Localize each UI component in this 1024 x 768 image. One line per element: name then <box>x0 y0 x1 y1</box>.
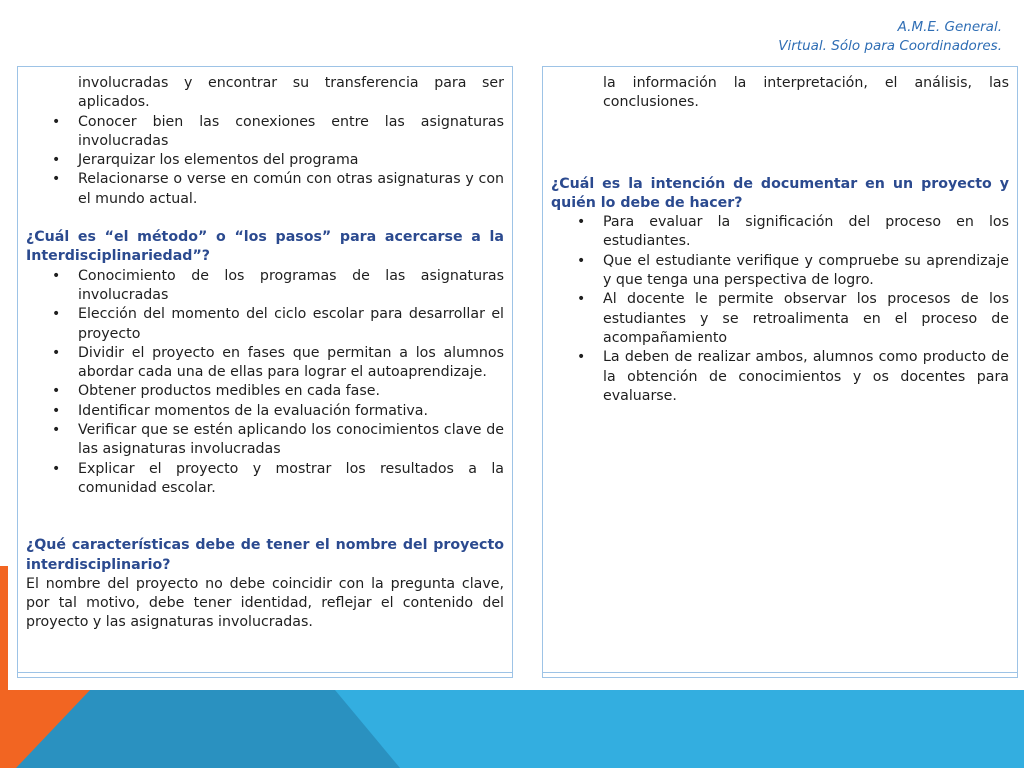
list-item: • Obtener productos medibles en cada fase. <box>26 382 504 401</box>
list-item: • Conocer bien las conexiones entre las asignaturas involucradas <box>52 113 504 149</box>
list-item: • Elección del momento del ciclo escolar para desarrollar el proyecto <box>52 306 504 342</box>
divider <box>543 672 1017 673</box>
bullet-icon: • <box>52 422 61 439</box>
left-question-method: ¿Cuál es “el método” o “los pasos” para acercarse a la Interdisciplinariedad”? <box>26 229 504 265</box>
accent-bar-orange <box>0 566 8 696</box>
list-item: • Verificar que se estén aplicando los conocimientos clave de las asignaturas involucradas <box>52 422 504 458</box>
list-item: • Identificar momentos de la evaluación formativa. <box>26 402 504 421</box>
bullet-icon: • <box>52 402 61 419</box>
bullet-icon: • <box>577 291 586 308</box>
left-intro-list <box>26 113 504 209</box>
right-panel <box>542 66 1018 678</box>
bullet-icon: • <box>52 113 61 130</box>
header-line-1: A.M.E. General. <box>897 19 1002 35</box>
bullet-icon: • <box>52 344 61 361</box>
left-intro-continuation: involucradas y encontrar su transferencia para ser aplicados. <box>78 75 504 111</box>
left-method-list <box>26 267 504 499</box>
list-item: • Conocimiento de los programas de las asignaturas involucradas <box>52 267 504 303</box>
bullet-icon: • <box>577 214 586 231</box>
list-item: • Dividir el proyecto en fases que permitan a los alumnos abordar cada una de ellas para lograr el autoaprendizaje. <box>52 344 504 381</box>
divider <box>18 672 512 673</box>
list-item: • Jerarquizar los elementos del programa <box>26 151 504 170</box>
right-question-documentation: ¿Cuál es la intención de documentar en un proyecto y quién lo debe de hacer? <box>551 175 1009 211</box>
list-item: • Para evaluar la significación del proceso en los estudiantes. <box>577 214 1009 250</box>
bullet-icon: • <box>52 383 61 400</box>
right-intro-continuation: la información la interpretación, el análisis, las conclusiones. <box>603 75 1009 111</box>
left-name-answer: El nombre del proyecto no debe coincidir con la pregunta clave, por tal motivo, debe tener identidad, reflejar el contenido del proyecto y las asignaturas involucradas. <box>26 575 504 631</box>
list-item: • Explicar el proyecto y mostrar los resultados a la comunidad escolar. <box>52 460 504 496</box>
list-item: • Al docente le permite observar los procesos de los estudiantes y se retroalimenta en el proceso de acompañamiento <box>577 291 1009 346</box>
list-item: • La deben de realizar ambos, alumnos como producto de la obtención de conocimientos y os docentes para evaluarse. <box>577 349 1009 404</box>
bullet-icon: • <box>52 460 61 477</box>
left-panel <box>17 66 513 678</box>
bullet-icon: • <box>52 152 61 169</box>
left-question-name: ¿Qué características debe de tener el nombre del proyecto interdisciplinario? <box>26 537 504 573</box>
bullet-icon: • <box>577 252 586 269</box>
header <box>778 18 1002 56</box>
bullet-icon: • <box>577 349 586 366</box>
right-documentation-list <box>551 213 1009 406</box>
bullet-icon: • <box>52 171 61 188</box>
list-item: • Que el estudiante verifique y compruebe su aprendizaje y que tenga una perspectiva de logro. <box>577 252 1009 289</box>
bullet-icon: • <box>52 267 61 284</box>
header-line-2: Virtual. Sólo para Coordinadores. <box>778 38 1002 54</box>
bullet-icon: • <box>52 306 61 323</box>
list-item: • Relacionarse o verse en común con otras asignaturas y con el mundo actual. <box>52 171 504 207</box>
